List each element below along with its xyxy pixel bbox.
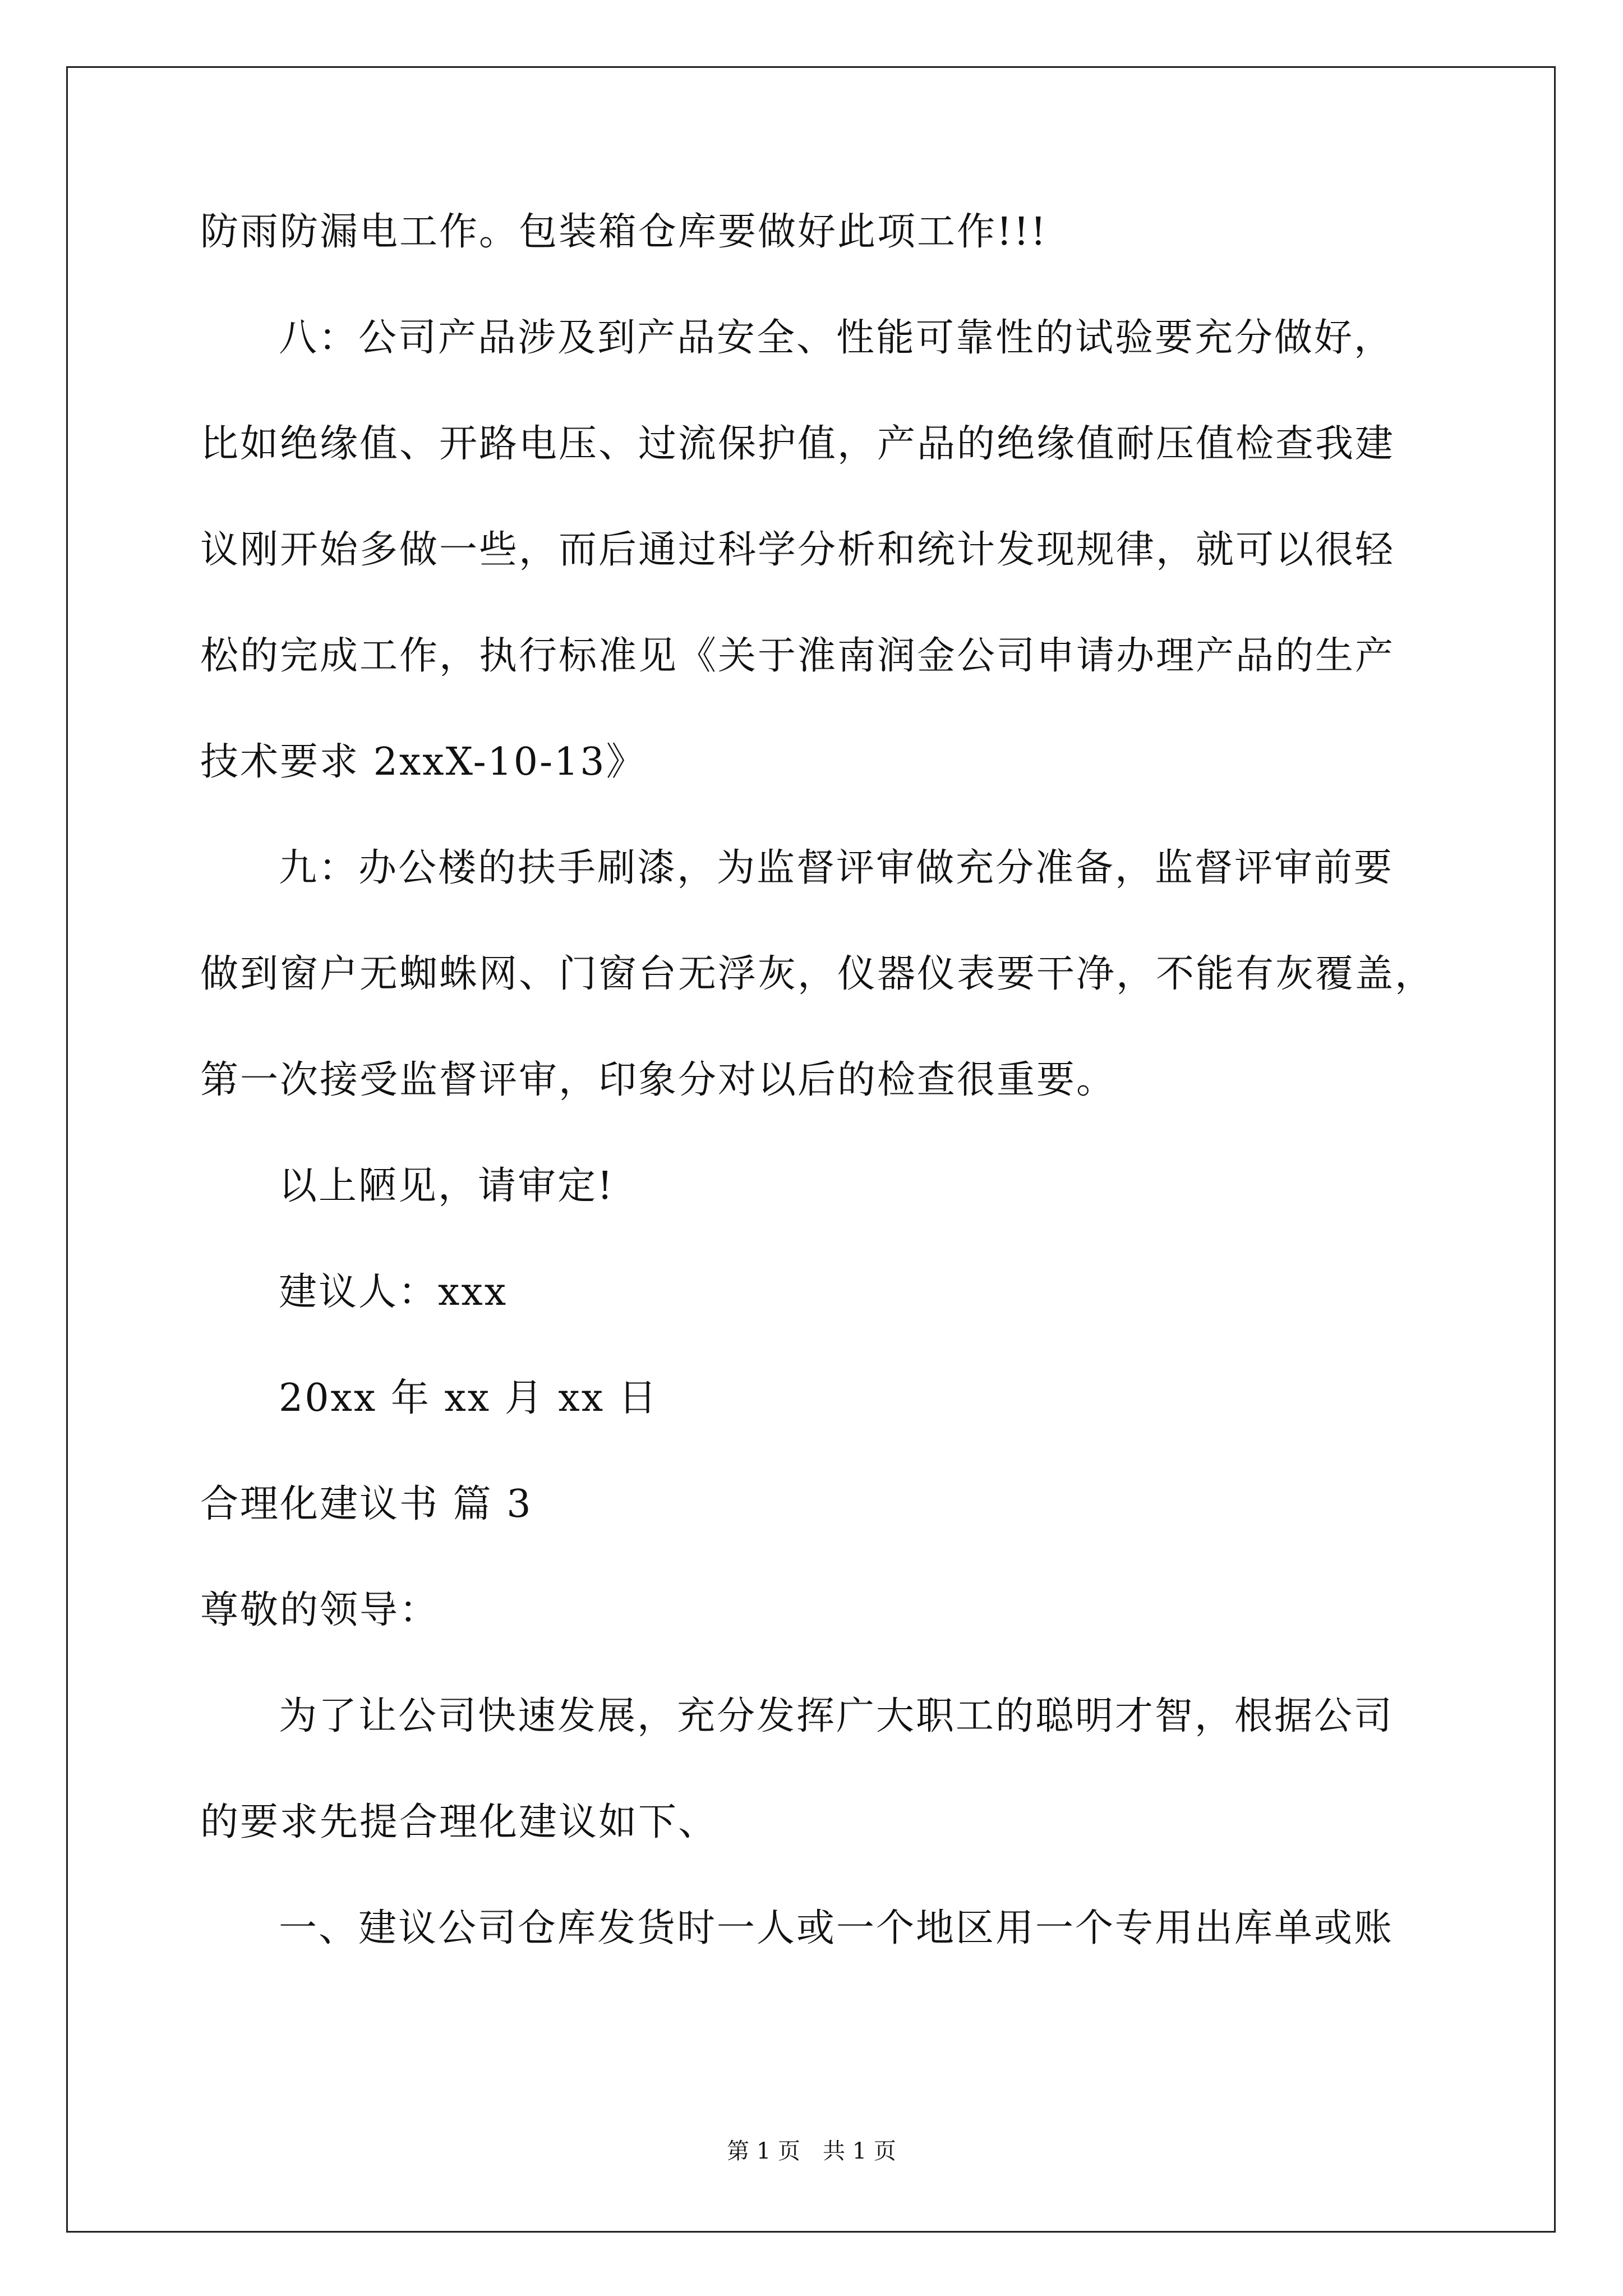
text-line: 以上陋见，请审定! [279, 1164, 615, 1208]
section-heading: 合理化建议书 篇 3 [200, 1482, 533, 1526]
date-line: 20xx 年 xx 月 xx 日 [279, 1376, 658, 1420]
page-footer: 第 1 页 共 1 页 [727, 2138, 896, 2164]
salutation: 尊敬的领导： [200, 1588, 440, 1632]
text-line: 一、建议公司仓库发货时一人或一个地区用一个专用出库单或账 [279, 1906, 1394, 1950]
text-line: 九：办公楼的扶手刷漆，为监督评审做充分准备，监督评审前要 [279, 846, 1394, 890]
text-line: 技术要求 2xxX-10-13》 [200, 740, 646, 784]
signature-line: 建议人：xxx [279, 1270, 508, 1314]
text-line: 为了让公司快速发展，充分发挥广大职工的聪明才智，根据公司 [279, 1694, 1394, 1738]
text-line: 松的完成工作，执行标准见《关于淮南润金公司申请办理产品的生产 [200, 634, 1395, 678]
text-line: 的要求先提合理化建议如下、 [200, 1800, 718, 1844]
text-line: 比如绝缘值、开路电压、过流保护值，产品的绝缘值耐压值检查我建 [200, 422, 1395, 466]
text-line: 防雨防漏电工作。包装箱仓库要做好此项工作!!! [200, 210, 1048, 254]
text-line: 议刚开始多做一些，而后通过科学分析和统计发现规律，就可以很轻 [200, 528, 1395, 572]
text-line: 第一次接受监督评审，印象分对以后的检查很重要。 [200, 1058, 1117, 1102]
text-line: 八：公司产品涉及到产品安全、性能可靠性的试验要充分做好， [279, 316, 1394, 360]
text-line: 做到窗户无蜘蛛网、门窗台无浮灰，仪器仪表要干净，不能有灰覆盖， [200, 952, 1435, 996]
